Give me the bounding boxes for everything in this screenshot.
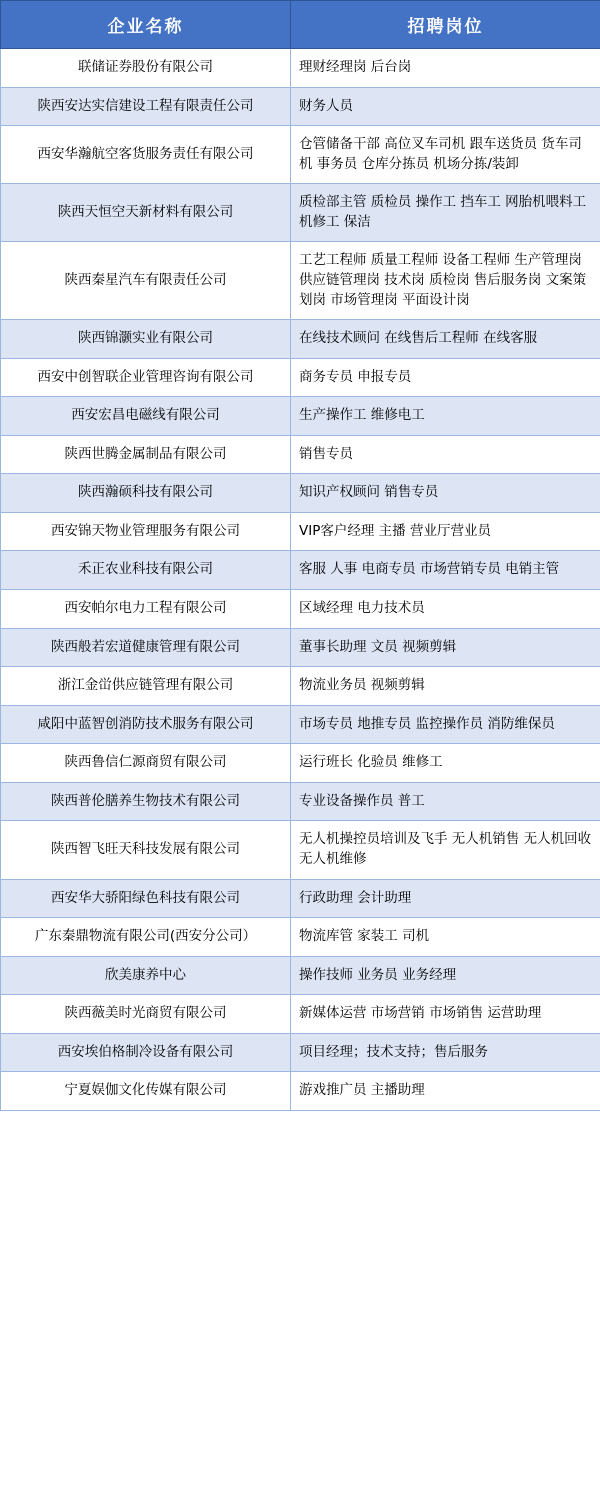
cell-positions: 游戏推广员 主播助理 [291,1072,600,1111]
cell-positions: 操作技师 业务员 业务经理 [291,956,600,995]
cell-company: 西安华瀚航空客货服务责任有限公司 [1,126,291,184]
cell-company: 陕西普伦膳养生物技术有限公司 [1,782,291,821]
cell-positions: 运行班长 化验员 维修工 [291,744,600,783]
table-row [1,744,600,783]
table-row [1,551,600,590]
table-row [1,705,600,744]
table-row [1,1072,600,1111]
cell-company: 陕西天恒空天新材料有限公司 [1,184,291,242]
cell-company: 浙江金峃供应链管理有限公司 [1,667,291,706]
table-row [1,49,600,88]
table-row [1,184,600,242]
column-header-positions: 招聘岗位 [291,1,600,49]
cell-positions: 无人机操控员培训及飞手 无人机销售 无人机回收 无人机维修 [291,821,600,879]
cell-positions: 生产操作工 维修电工 [291,397,600,436]
table-row [1,628,600,667]
cell-positions: 仓管储备干部 高位叉车司机 跟车送货员 货车司机 事务员 仓库分拣员 机场分拣/装卸 [291,126,600,184]
table-row [1,667,600,706]
table-row [1,879,600,918]
cell-positions: 市场专员 地推专员 监控操作员 消防维保员 [291,705,600,744]
cell-positions: 商务专员 申报专员 [291,358,600,397]
cell-positions: 工艺工程师 质量工程师 设备工程师 生产管理岗 供应链管理岗 技术岗 质检岗 售后服务岗 文案策划岗 市场管理岗 平面设计岗 [291,242,600,320]
table-row [1,397,600,436]
table-row [1,956,600,995]
column-header-company: 企业名称 [1,1,291,49]
table-row [1,320,600,359]
table-row [1,821,600,879]
cell-positions: 在线技术顾问 在线售后工程师 在线客服 [291,320,600,359]
cell-positions: 财务人员 [291,87,600,126]
table-row [1,918,600,957]
cell-company: 陕西秦星汽车有限责任公司 [1,242,291,320]
cell-company: 宁夏娱伽文化传媒有限公司 [1,1072,291,1111]
table-row [1,126,600,184]
table-row [1,435,600,474]
cell-company: 西安宏昌电磁线有限公司 [1,397,291,436]
cell-company: 西安华大骄阳绿色科技有限公司 [1,879,291,918]
cell-positions: 物流业务员 视频剪辑 [291,667,600,706]
cell-company: 陕西锦灏实业有限公司 [1,320,291,359]
cell-company: 咸阳中蓝智创消防技术服务有限公司 [1,705,291,744]
cell-company: 陕西薇美时光商贸有限公司 [1,995,291,1034]
table-header [1,1,600,49]
cell-positions: 知识产权顾问 销售专员 [291,474,600,513]
cell-positions: 专业设备操作员 普工 [291,782,600,821]
table-header-row [1,1,600,49]
cell-company: 陕西鲁信仁源商贸有限公司 [1,744,291,783]
cell-company: 陕西瀚硕科技有限公司 [1,474,291,513]
table-row [1,474,600,513]
cell-company: 联储证券股份有限公司 [1,49,291,88]
table-body [1,49,600,1111]
cell-company: 西安埃伯格制冷设备有限公司 [1,1033,291,1072]
cell-positions: 理财经理岗 后台岗 [291,49,600,88]
cell-positions: 客服 人事 电商专员 市场营销专员 电销主管 [291,551,600,590]
table-row [1,242,600,320]
cell-company: 西安锦天物业管理服务有限公司 [1,512,291,551]
cell-positions: 行政助理 会计助理 [291,879,600,918]
table-row [1,782,600,821]
cell-company: 西安帕尔电力工程有限公司 [1,590,291,629]
cell-company: 欣美康养中心 [1,956,291,995]
cell-company: 西安中创智联企业管理咨询有限公司 [1,358,291,397]
cell-company: 陕西智飞旺天科技发展有限公司 [1,821,291,879]
cell-company: 陕西安达实信建设工程有限责任公司 [1,87,291,126]
cell-company: 禾正农业科技有限公司 [1,551,291,590]
cell-positions: 物流库管 家装工 司机 [291,918,600,957]
cell-positions: 新媒体运营 市场营销 市场销售 运营助理 [291,995,600,1034]
cell-positions: 项目经理；技术支持；售后服务 [291,1033,600,1072]
cell-positions: 董事长助理 文员 视频剪辑 [291,628,600,667]
cell-positions: 质检部主管 质检员 操作工 挡车工 网胎机喂料工 机修工 保洁 [291,184,600,242]
cell-company: 陕西般若宏道健康管理有限公司 [1,628,291,667]
table-row [1,87,600,126]
table-row [1,995,600,1034]
cell-positions: 区域经理 电力技术员 [291,590,600,629]
table-row [1,590,600,629]
cell-company: 陕西世腾金属制品有限公司 [1,435,291,474]
table-row [1,1033,600,1072]
cell-positions: 销售专员 [291,435,600,474]
table-row [1,358,600,397]
cell-positions: VIP客户经理 主播 营业厅营业员 [291,512,600,551]
table-row [1,512,600,551]
cell-company: 广东秦鼎物流有限公司(西安分公司） [1,918,291,957]
